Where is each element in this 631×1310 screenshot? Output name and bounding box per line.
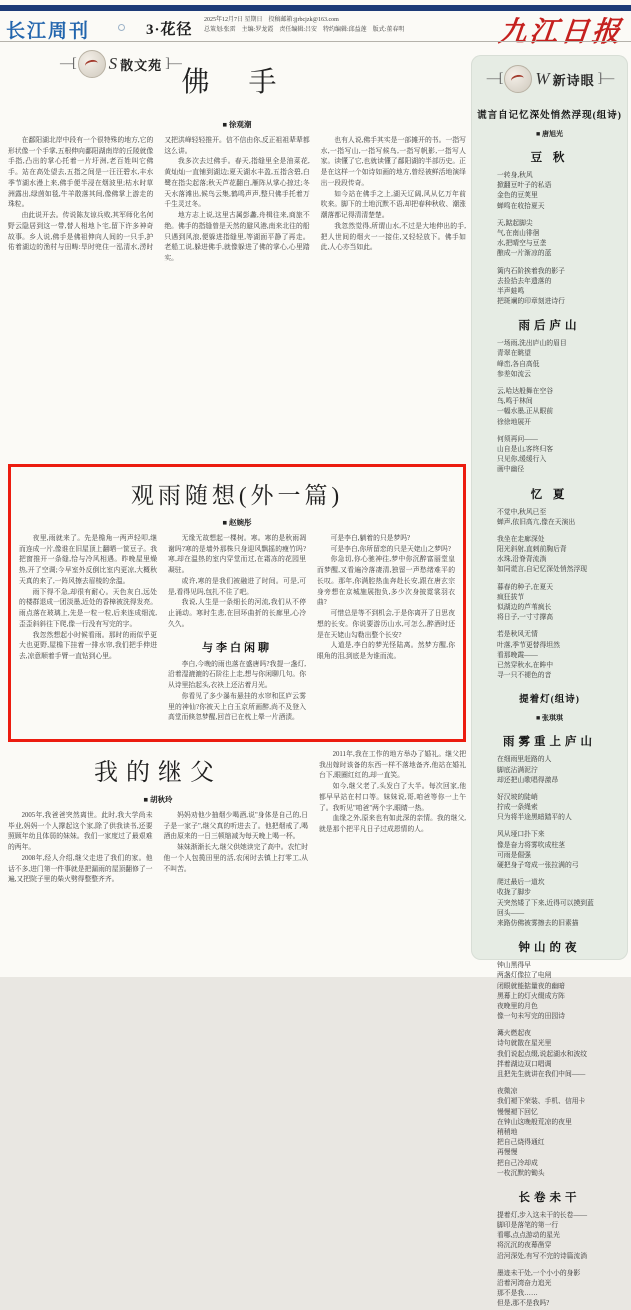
poem-line: 将沉沉的夜幕凿穿 (497, 1242, 552, 1250)
poem-line: 像是奋力将雾吹成柱茎 (497, 841, 565, 849)
poem-line: 气,在南山徘徊 (497, 229, 540, 237)
poetry-section-label: 新诗眼 (552, 72, 595, 88)
poem-line: 去捡拾去年遗落的 (497, 277, 552, 285)
poem-stanza (471, 1269, 624, 1310)
poem-stanza (471, 961, 624, 1022)
page-number-label: 3·花径 (146, 22, 193, 38)
date-line: 2025年12月7日 星期日 投稿邮箱:jjrbcjzk@163.com (204, 17, 339, 23)
poem-line: 把自己冷却成 (497, 1159, 538, 1167)
poem-line: 水,把晴空与豆垄 (497, 240, 547, 248)
poem-line: 天突然矮了下来,近得可以摸到蓝 (497, 899, 594, 907)
poem-line: 蝉声,依旧高亢,像在天演出 (497, 518, 576, 526)
bracket-right: ]— (597, 71, 613, 86)
badge-letter: S (108, 54, 118, 73)
poetry-groups (471, 107, 628, 1310)
masthead-divider (0, 41, 631, 42)
poem-line: 篝火燃起夜 (497, 1030, 531, 1038)
poem-line: 叶落,季节更替得坦然 (497, 641, 560, 649)
poem-line: 青翠在眺望 (497, 350, 531, 358)
poem-line: 鸟,鸣于林间 (497, 398, 533, 406)
poem-stanza (471, 1087, 624, 1179)
guanyu-column-1 (19, 534, 157, 724)
paragraph: 你急切,你心驰神往,梦中你沉醉富丽堂皇而梦醒,又看遍冷落凄清,独留一声愁绪难平的长叹。那年,你满腔热血奔赴长安,跟在唐玄宗身旁想在京城施展抱负,多少次身披霓裳羽衣曲? (317, 556, 455, 607)
highlighted-article-box (8, 464, 466, 742)
poem-title: 雨雾重上庐山 (503, 736, 596, 749)
guanyu-column-2 (168, 534, 306, 724)
poem-line: 似湖边的芦苇疯长 (497, 604, 552, 611)
jifu-body-columns (8, 811, 308, 953)
jifu-left-block (8, 750, 308, 972)
poem-line: 酿成一片渐凉的蓝 (497, 250, 552, 258)
jifu-right-column (319, 750, 466, 972)
guanyu-column-2-bottom (168, 660, 306, 724)
poem-line: 黑幕上的灯火缀成方阵 (497, 992, 565, 1000)
poem-line: 好汉坡的陡峭 (497, 793, 538, 801)
guanyu-column-3 (317, 534, 455, 724)
badge-letter: W (535, 69, 550, 88)
subheading-libai: 与李白闲聊 (202, 641, 272, 654)
poem-line: 像一句未写完的田园诗 (497, 1013, 565, 1021)
paragraph: 我忽然想起小时候看雨。那时的雨似乎更大也更野,屋檐下挂着一排水帘,我们把手伸进去,凉意顺着手臂一直钻到心里。 (19, 631, 157, 661)
poem-line: 掀翻豆叶子的私语 (497, 182, 552, 190)
poem-line: 天,踮起脚尖 (497, 219, 533, 227)
paragraph: 或许,寒的是我们被融进了时间。可是,可是,看得见吗,包扎不住了吧。 (168, 577, 306, 596)
poem-line: 半声蛙鸣 (497, 287, 525, 295)
poem-line: 脚底沾满泥泞 (497, 766, 538, 774)
poem-line: 来路仿佛被雾擦去的旧素描 (497, 919, 579, 927)
poem-line: 将日子,一寸寸撑高 (497, 614, 554, 622)
poem-group-title: 谎言自记忆深处悄然浮现(组诗) (477, 111, 622, 121)
poem-line: 已然穿秋水,在眸中 (497, 661, 554, 669)
poem-stanza (471, 171, 624, 212)
paragraph: 妈妈劝他少抽烟少喝酒,说"身体是自己的,日子是一家子",继父真的听进去了。他把烟戒了,喝酒由原来的一日三顿缩减为每天晚上喝一杯。 (163, 812, 308, 841)
poem-line: 再慢慢 (497, 1149, 518, 1157)
poem-line: 把自己烧得通红 (497, 1139, 545, 1147)
paragraph: 2005年,我爸爸突然离世。此时,我大学尚未毕业,妈妈一个人撑起这个家,除了供我读书,还要照顾年幼且体弱的妹妹。我们一家度过了最艰难的两年。 (8, 812, 153, 852)
poem-line: 钟山黑得早 (497, 962, 531, 970)
poem-line: 闭眼就能掂量夜的幽暗 (497, 982, 565, 990)
paragraph: 夜里,雨就来了。先是檐角一两声轻叩,继而连成一片,像谁在旧屋顶上翻晒一筐豆子。我把窗推开一条缝,恰与冷风相遇。昨晚屋里燥热,开了空调;今早室外反倒比室内更凉,大概秋天真的来了,一阵风擦去眉棱的余温。 (19, 535, 157, 585)
bracket-left: —[ (60, 56, 75, 71)
poem-line: 画中幽径 (497, 466, 525, 474)
poem-group-title: 提着灯(组诗) (519, 695, 580, 706)
poem-line: 徐徐地展开 (497, 418, 531, 426)
poem-title: 钟山的夜 (518, 942, 581, 955)
poem-line: 山自是山,客终归客 (497, 445, 554, 453)
article-body-foshou (8, 136, 466, 458)
poem-line: 我们说起点缀,说起湖水和波纹 (497, 1050, 588, 1058)
poem-line: 暮春的种子,在夏天 (497, 583, 554, 591)
poem-stanza (471, 387, 624, 428)
poem-line: 爬过最后一道坎 (497, 879, 545, 887)
paragraph: 人道是,李白的梦光怪陆离。然梦方醒,你眼角的泪,到底是为谁而流。 (317, 642, 455, 661)
poem-line: 我坐在走廊深处 (497, 535, 545, 543)
article-title-foshou: 佛 手 (181, 67, 293, 98)
poem-line: 我们褪下荣装、手机、信用卡 (497, 1098, 586, 1106)
poem-line: 寻一只不褪色的音 (497, 672, 552, 680)
poem-stanza (471, 267, 624, 308)
poem-line: 疯狂拔节 (497, 593, 525, 601)
poem-line: 如同谎言,自记忆深处悄然浮现 (497, 566, 588, 574)
poem-line: 一转身,秋风 (497, 172, 533, 179)
poem-line: 阳光斜射,直刺前胸后背 (497, 546, 567, 554)
paragraph: 我多次去过佛手。春天,指缝里全是油菜花,黄灿灿一直铺到湖边;夏天湖水丰盈,五指含碧,白鹭在指尖起落;秋天芦花翻白,雁阵从掌心掠过;冬天水落滩出,候鸟云集,鹤鸣声声,整只佛手托着万千生灵过冬。 (164, 158, 310, 209)
poem-title: 豆 秋 (530, 152, 569, 164)
poem-line: 拌着湖边双口唱调 (497, 1060, 552, 1068)
poem-stanza (471, 508, 624, 528)
article-jifu (8, 750, 466, 972)
poem-line: 诗句就散在星光里 (497, 1040, 552, 1048)
poem-stanza (471, 583, 624, 624)
poem-line: 夜微凉 (497, 1088, 518, 1096)
poem-line: 看哪,点点游动的星光 (497, 1232, 560, 1240)
publication-title: 长江周刊 (6, 21, 91, 42)
poem-group-author: ■ 唐旭光 (536, 130, 563, 138)
poem-line: 何须再问—— (497, 435, 538, 443)
poem-line: 看那晚霞—— (497, 651, 538, 659)
poem-line: 可雨是倔强 (497, 851, 531, 859)
paragraph: 可惜总是等不到机会,于是你离开了日思夜想的长安。你说要游历山水,可怎么,醉酒时还是在天姥山勾勒出整个长安? (317, 610, 455, 639)
poem-stanza (471, 535, 624, 576)
paragraph: 妹妹渐渐长大,继父供她读完了高中。农忙时他一个人包揽田里的活,农闲时去镇上打零工,从不叫苦。 (163, 844, 308, 873)
paragraph: 我说,人生是一条细长的河流,我们从不停止涌动。寒时生悲,在回环曲折的长廊里,心冷久久。 (168, 599, 306, 628)
poem-line: 只为将半途黑暗踏平的人 (497, 814, 572, 822)
poem-line: 一枚沉默的锄头 (497, 1169, 545, 1177)
paragraph: 血缘之外,原来也有如此深的亲情。我的继父,就是那个把平凡日子过成恩情的人。 (319, 815, 466, 834)
essay-section-badge (60, 50, 180, 78)
poem-stanza (471, 435, 624, 476)
staff-line: 总策划:张雷 主编:罗龙霞 责任编辑:吕安 特约编辑:邱益莲 版式:董春明 (204, 27, 405, 34)
paragraph: 雨下得不急,却很有耐心。天色灰白,远处的楼群退成一团淡墨,近处的香樟被洗得发亮。雨点落在玻璃上,先是一粒一粒,后来连成细流,歪歪斜斜往下爬,像一行没有写完的字。 (19, 588, 157, 628)
poem-line: 金色的豆荚里 (497, 192, 538, 200)
guanyu-column-2-top (168, 534, 306, 631)
poem-line: 夜晚里的月色 (497, 1002, 538, 1010)
masthead-dot (118, 24, 125, 31)
poem-stanza (471, 1029, 624, 1080)
poem-stanza (471, 878, 624, 929)
poem-line: 稍稍地 (497, 1128, 518, 1136)
paragraph: 如今,继父老了,头发白了大半。每次回家,他都早早站在村口等。妹妹说,哥,咱爸等你一上午了。我听见"咱爸"两个字,眼睛一热。 (319, 783, 466, 812)
byline-foshou: ■ 徐观潮 (222, 120, 252, 129)
essay-section-label: 散文苑 (120, 57, 163, 73)
poetry-section-badge (471, 65, 628, 93)
poem-stanza (471, 1211, 624, 1262)
paragraph: 也有人说,佛手其实是一部摊开的书。一指写水,一指写山,一指写候鸟,一指写帆影,一指写人家。读懂了它,也就读懂了鄱阳湖的半部历史。正是在这样一个如诗如画的地方,曾经被鲜活地演绎出一段段传奇。 (320, 137, 466, 187)
poem-line: 不觉中,秋风已至 (497, 508, 547, 516)
article-title-jifu: 我的继父 (94, 760, 222, 786)
byline-jifu: ■ 胡秋玲 (143, 795, 173, 804)
paragraph: 2008年,经人介绍,继父走进了我们的家。他话不多,进门第一件事就是把漏雨的屋顶翻修了一遍,又把院子里的柴火劈得整整齐齐。 (8, 854, 153, 884)
poem-line: 一场雨,洗出庐山的眉目 (497, 340, 567, 348)
paragraph: 可是李白,你所留恋的只是天姥山之梦吗? (330, 545, 451, 553)
poem-line: 且把先生就讲在我们中间—— (497, 1071, 586, 1078)
poem-line: 但是,那不是我吗? (497, 1300, 550, 1308)
poem-line: 在细雨里赶路的人 (497, 756, 552, 764)
byline-guanyu: ■ 赵婉彤 (222, 518, 252, 527)
paragraph: 我忽然觉得,所谓山水,不过是大地伸出的手,把人世间的烟火一一接住,又轻轻放下。佛手如此,人心亦当如此。 (320, 222, 466, 252)
seal-icon (504, 65, 532, 93)
poem-line: 云,哈达般舞在空谷 (497, 388, 554, 395)
poem-line: 慢慢褪下回忆 (497, 1108, 538, 1116)
poem-line: 峰峦,各自高低 (497, 360, 540, 368)
poem-stanza (471, 755, 624, 786)
paragraph: 由此说开去。传说陈友谅兵败,其军师化名何野云隐居到这一带,替人相地卜宅,留下许多神奇故事。乡人说,佛手是佛祖伸向人间的一只手,护佑着湖边的渔村与田畴:旱时兜住一泓清水,涝时又把洪峰轻轻推开。信不信由你,反正祖祖辈辈都这么讲。 (8, 137, 310, 252)
paragraph: 无缘无故想起一棵树。寒。寒的是秋雨凋谢吗?寒的是墙外那株只身迎风飘摇的瘦竹吗?寒,却在温热的室内穿堂而过,在霜冻的花园里凝驻。 (168, 535, 306, 575)
poem-line: 篱内石阶挨着我的影子 (497, 267, 565, 275)
poem-stanza (471, 219, 624, 260)
poem-line: 提着灯,步入这未干的长卷—— (497, 1211, 588, 1219)
poem-line: 两盏灯像拉了电闸 (497, 972, 552, 980)
poem-title: 忆 夏 (530, 488, 569, 501)
masthead-info (204, 15, 405, 35)
poem-line: 却还把山歌唱得激昂 (497, 776, 559, 784)
main-content-region (8, 46, 466, 972)
poem-group-author: ■ 张琪琪 (536, 714, 563, 723)
paragraph: 如今站在佛手之上,湖天辽阔,风从亿万年前吹来。脚下的土地沉默不语,却把春种秋收、潮涨潮落都记得清清楚楚。 (320, 190, 466, 220)
poem-title: 长卷未干 (518, 1191, 581, 1204)
paragraph: 你看见了多少瀑布悬挂的水帘和匡庐云雾里的神仙?你被天上白玉京所画醉,尚不及登入高堂而倏忽梦醒,回首已在枕上晕一片酒渍。 (168, 692, 306, 722)
poem-line: 若是秋风无情 (497, 631, 538, 639)
poem-line: 脚印是落笔的第一行 (497, 1222, 559, 1230)
seal-icon (78, 50, 106, 78)
poem-stanza (471, 630, 624, 681)
paragraph: 在鄱阳湖北岸中段有一个很特殊的地方,它的形状像一个手掌,五根伸向鄱阳湖南岸的丘陵就像手指,凸出的掌心托着一片圩洲,老百姓叫它佛手。站在高处望去,五指之间是一汪汪碧水,丰水季节湖水漫上来,佛手便半浸在烟波里;枯水时草洲露出,绿茵如毯,牛羊散落其间,像佛掌上游走的珠粒。 (8, 137, 154, 209)
article-title-guanyu: 观雨随想(外一篇) (130, 483, 344, 508)
poetry-panel (471, 55, 628, 1308)
poem-line: 沿着河湾奋力追光 (497, 1280, 552, 1287)
poem-line: 水珠,沿脊背流淌 (497, 556, 547, 564)
poem-stanza (471, 793, 624, 824)
newspaper-brand-logo: 九江日报 (497, 17, 625, 48)
poem-line: 在钟山这晚般荒凉的夜里 (497, 1118, 572, 1126)
bracket-right: ]— (165, 56, 180, 71)
poem-line: 硬把身子弯成一张拉满的弓 (497, 862, 579, 869)
poem-line: 收拢了脚步 (497, 889, 531, 897)
poem-line: 参差如流云 (497, 370, 531, 378)
poem-line: 回头—— (497, 909, 525, 917)
poem-line: 沿河深处,有写不完的诗篇流淌 (497, 1252, 588, 1260)
paragraph: 地方志上说,这里古属彭蠡,舟楫往来,商旅不绝。佛手的指缝曾是天然的避风港,南来北往的船只遇到风浪,便躲进指缝里,等湖面平静了再走。老船工说,躲进佛手,就像躲进了佛的掌心,心里踏实。 (164, 212, 310, 263)
essay-section-header (8, 46, 466, 112)
paragraph: 李白,今晚的雨也落在盛唐吗?我提一盏灯,沿着湿漉漉的石阶往上走,想与你闲聊几句。你从诗里抬起头,衣袂上还沾着月光。 (168, 660, 306, 690)
poem-line: 风从垭口扑下来 (497, 831, 545, 839)
bracket-left: —[ (486, 71, 502, 86)
poem-line: 墨迹未干处,一个小小的身影 (497, 1269, 581, 1277)
poem-line: 那不是我…… (497, 1290, 538, 1298)
poem-line: 只见你,缓缓行入 (497, 456, 547, 464)
poem-line: 蝉鸣在收拾夏天 (497, 202, 545, 210)
poem-line: 拧成一条绳索 (497, 804, 538, 812)
poem-stanza (471, 830, 624, 871)
paragraph: 2011年,我在工作的地方举办了婚礼。继父把我出嫁时该备的东西一样不落地备齐,他站在婚礼台下,眼圈红红的,却一直笑。 (319, 751, 466, 780)
poem-line: 一幅水墨,正从眼前 (497, 408, 554, 416)
poem-line: 把斑斓的印章刻进诗行 (497, 298, 565, 306)
poem-stanza (471, 339, 624, 380)
paragraph: 可是李白,躺着的只是梦吗? (330, 535, 411, 542)
poem-title: 雨后庐山 (518, 320, 581, 333)
